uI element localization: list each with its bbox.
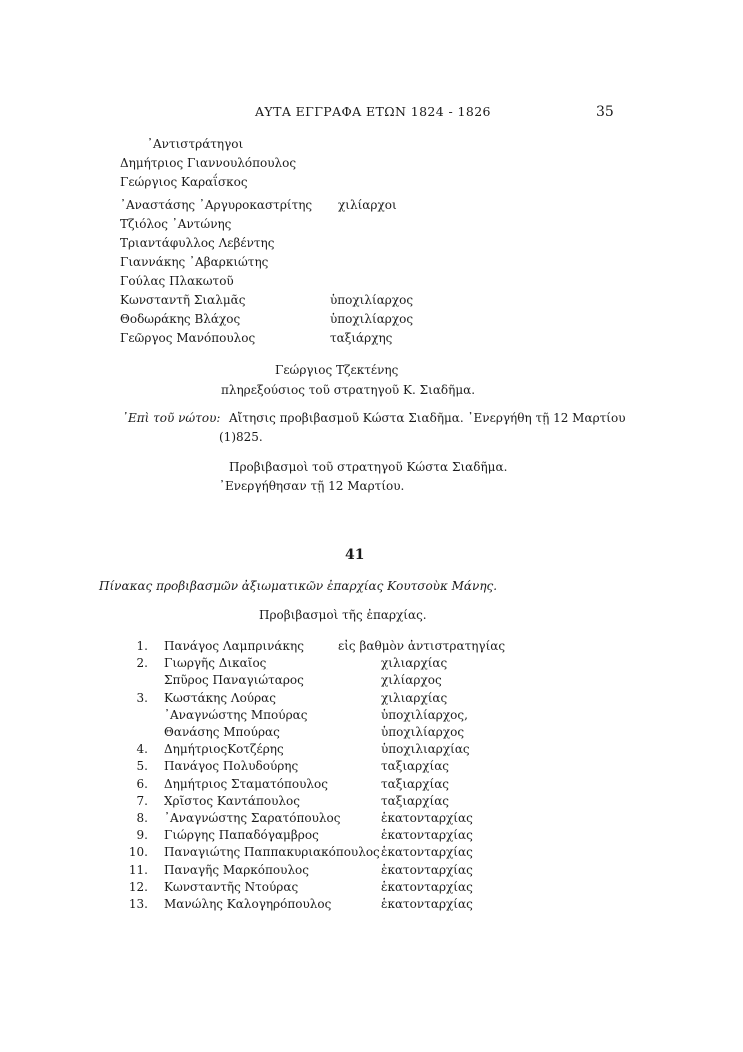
rank-label: ταξιάρχης [330,331,393,345]
list-item: Γιαννάκης ᾿Αβαρκιώτης [120,255,269,269]
document-subtitle: Προβιβασμοὶ τῆς ἐπαρχίας. [259,608,427,622]
promotion-rank: ὑποχιλιαρχίας [381,742,470,756]
running-header: ΑΥΤΑ ΕΓΓΡΑΦΑ ΕΤΩΝ 1824 - 1826 [255,104,491,119]
promotion-rank: ἑκατονταρχίας [381,828,473,842]
promotion-name: Παναγιώτης Παππακυριακόπουλος [164,845,380,859]
promotion-rank: ἑκατονταρχίας [381,897,473,911]
list-item: Τριαντάφυλλος Λεβέντης [120,236,275,250]
row-number: 4. [136,742,148,756]
promotion-name: Γιωργῆς Δικαῖος [164,656,267,670]
promotion-rank: ὑποχιλίαρχος [381,725,465,739]
promotion-rank: χιλιαρχίας [381,691,448,705]
promotion-name: Κωστάκης Λούρας [164,691,276,705]
row-number: 1. [136,639,148,653]
list-item: Γούλας Πλακωτοῦ [120,274,234,288]
promotion-rank: ταξιαρχίας [381,759,450,773]
list-item: Κωνσταντῆ Σιαλμᾶς [120,293,246,307]
row-number: 3. [136,691,148,705]
list-heading: ᾿Αντιστράτηγοι [147,137,244,151]
list-item: Γεώργιος Καραΐσκος [120,175,248,189]
promotion-rank: χιλιαρχίας [381,656,448,670]
verso-label: ᾿Επὶ τοῦ νώτου: [122,411,221,425]
verso-text: (1)825. [219,430,263,444]
promotion-name: Θανάσης Μπούρας [164,725,280,739]
promotion-rank: ὑποχιλίαρχος, [381,708,468,722]
promotion-rank: εἰς βαθμὸν ἀντιστρατηγίας [338,639,506,653]
promotion-rank: ἑκατονταρχίας [381,863,473,877]
rank-label: χιλίαρχοι [338,198,397,212]
promotion-name: ᾿Αναγνώστης Σαρατόπουλος [164,811,341,825]
row-number: 10. [128,845,148,859]
list-item: Θοδωράκης Βλάχος [120,312,241,326]
row-number: 7. [136,794,148,808]
promotion-name: Γιώργης Παπαδόγαμβρος [164,828,319,842]
promotion-name: Μανώλης Καλογηρόπουλος [164,897,332,911]
promotion-name: Χρῖστος Καντάπουλος [164,794,300,808]
row-number: 5. [136,759,148,773]
promotion-rank: ἑκατονταρχίας [381,880,473,894]
promotion-rank: ταξιαρχίας [381,777,450,791]
signature-name: Γεώργιος Τζεκτένης [275,363,399,377]
promotion-rank: ἑκατονταρχίας [381,811,473,825]
promotion-rank: χιλίαρχος [381,673,442,687]
promotion-rank: ἑκατονταρχίας [381,845,473,859]
document-title: Πίνακας προβιβασμῶν ἀξιωματικῶν ἐπαρχίας Κουτσοὺκ Μάνης. [99,579,498,593]
row-number: 6. [136,777,148,791]
page-number: 35 [596,104,614,120]
row-number: 11. [128,863,148,877]
signature-title: πληρεξούσιος τοῦ στρατηγοῦ Κ. Σιαδῆμα. [221,383,476,397]
document-number: 41 [345,547,365,563]
rank-label: ὑποχιλίαρχος [330,312,414,326]
promotion-name: Σπῦρος Παναγιώταρος [164,673,304,687]
row-number: 2. [136,656,148,670]
promotion-name: ᾿Αναγνώστης Μπούρας [164,708,308,722]
promotion-rank: ταξιαρχίας [381,794,450,808]
row-number: 9. [136,828,148,842]
list-item: Τζιόλος ᾿Αντώνης [120,217,232,231]
verso-note: ᾿Ενεργήθησαν τῇ 12 Μαρτίου. [219,479,405,493]
list-item: Δημήτριος Γιαννουλόπουλος [120,156,297,170]
verso-text: Αἴτησις προβιβασμοῦ Κώστα Σιαδῆμα. ᾿Ενεργήθη τῇ 12 Μαρτίου [229,411,626,425]
list-item: ᾿Αναστάσης ᾿Αργυροκαστρίτης [120,198,313,212]
promotion-name: Παναγῆς Μαρκόπουλος [164,863,309,877]
row-number: 12. [128,880,148,894]
row-number: 8. [136,811,148,825]
promotion-name: Κωνσταντῆς Ντούρας [164,880,299,894]
promotion-name: Πανάγος Λαμπρινάκης [164,639,304,653]
promotion-name: ΔημήτριοςΚοτζέρης [164,742,284,756]
promotion-name: Πανάγος Πολυδούρης [164,759,299,773]
verso-note: Προβιβασμοὶ τοῦ στρατηγοῦ Κώστα Σιαδῆμα. [229,460,508,474]
list-item: Γεῶργος Μανόπουλος [120,331,256,345]
rank-label: ὑποχιλίαρχος [330,293,414,307]
row-number: 13. [128,897,148,911]
promotion-name: Δημήτριος Σταματόπουλος [164,777,328,791]
